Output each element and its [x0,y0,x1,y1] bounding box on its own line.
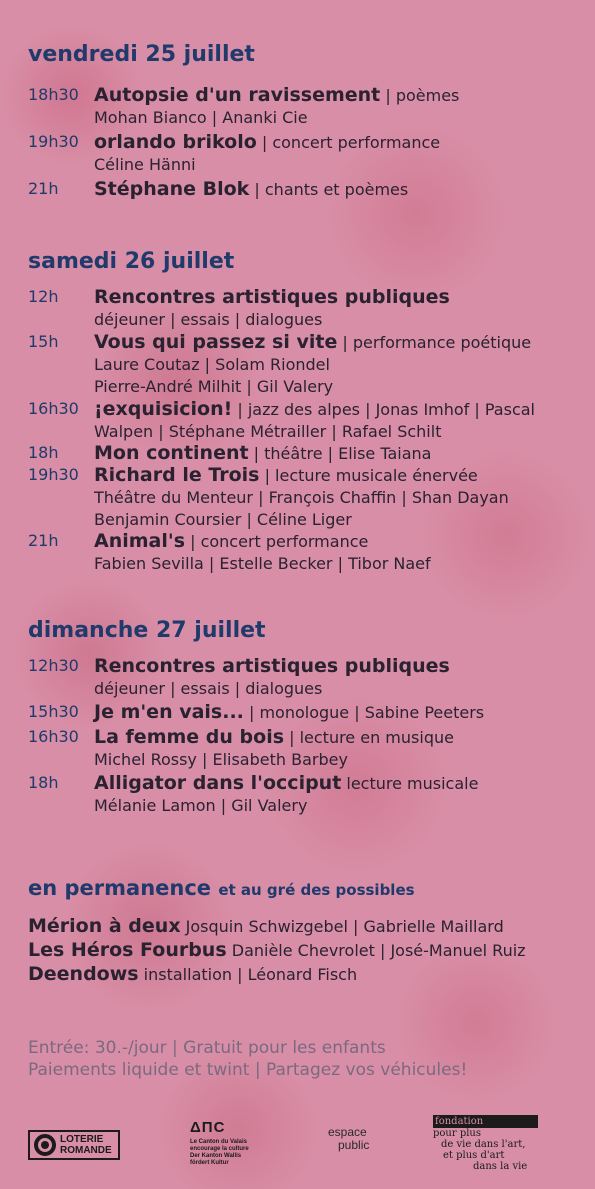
permanence-item-detail: installation | Léonard Fisch [138,965,358,984]
event-time: 18h [28,773,59,792]
event-time: 21h [28,179,59,198]
espace-line-2: public [338,1138,370,1152]
event-time: 16h30 [28,399,79,418]
event-title: Richard le Trois [94,464,260,486]
event-credits: déjeuner | essais | dialogues [94,679,323,698]
event-title: Rencontres artistiques publiques [94,655,450,677]
permanence-subtitle: et au gré des possibles [218,881,415,899]
loterie-romande-logo [28,1130,120,1160]
day-heading-sunday: dimanche 27 juillet [28,618,266,643]
day-heading-saturday: samedi 26 juillet [28,249,235,274]
event-time: 19h30 [28,132,79,151]
event-title: Animal's [94,530,186,552]
permanence-item-name: Deendows [28,963,139,985]
event-time: 18h [28,443,59,462]
event-detail: lecture musicale [341,774,479,793]
permanence-item-detail: Danièle Chevrolet | José-Manuel Ruiz [226,941,526,960]
event-time: 12h30 [28,656,79,675]
valais-mark-icon: ΔΠC [190,1119,226,1136]
event-title: Vous qui passez si vite [94,331,338,353]
loterie-circle-icon [34,1134,56,1156]
permanence-item-name: Mérion à deux [28,915,181,937]
event-time: 15h30 [28,702,79,721]
event-credits: Michel Rossy | Elisabeth Barbey [94,750,348,769]
event-detail: | poèmes [380,86,460,105]
event-credits: Mohan Bianco | Ananki Cie [94,108,308,127]
permanence-title: en permanence [28,876,212,900]
event-credits: Walpen | Stéphane Métrailler | Rafael Schilt [94,422,442,441]
event-credits: Benjamin Coursier | Céline Liger [94,510,352,529]
valais-line-3: Der Kanton Wallis [190,1153,242,1159]
valais-line-2: encourage la culture [190,1146,249,1152]
event-detail: | monologue | Sabine Peeters [243,703,485,722]
espace-line-1: espace [328,1125,367,1139]
fondation-line-5: dans la vie [473,1161,528,1172]
valais-logo [190,1120,280,1167]
permanence-item-detail: Josquin Schwizgebel | Gabrielle Maillard [180,917,504,936]
event-time: 19h30 [28,465,79,484]
espace-public-logo [328,1126,369,1152]
valais-line-4: fördert Kultur [190,1160,229,1166]
event-detail: | lecture musicale énervée [259,466,478,485]
event-detail: | théâtre | Elise Taiana [248,444,432,463]
loterie-line-1: LOTERIE [60,1134,104,1145]
fondation-line-2: pour plus [433,1128,481,1139]
event-credits: Théâtre du Menteur | François Chaffin | Shan Dayan [94,488,509,507]
event-detail: | lecture en musique [284,728,454,747]
event-credits: Pierre-André Milhit | Gil Valery [94,377,334,396]
permanence-item-0 [28,915,504,937]
event-credits: Laure Coutaz | Solam Riondel [94,355,330,374]
event-credits: Fabien Sevilla | Estelle Becker | Tibor Naef [94,554,431,573]
event-title: Mon continent [94,442,249,464]
permanence-heading [28,876,415,900]
day-heading-friday: vendredi 25 juillet [28,42,255,67]
event-credits: déjeuner | essais | dialogues [94,310,323,329]
event-title: La femme du bois [94,726,285,748]
event-time: 16h30 [28,727,79,746]
event-detail: | concert performance [256,133,441,152]
fondation-logo [433,1115,553,1172]
info-entry: Entrée: 30.-/jour | Gratuit pour les enfants [28,1038,386,1058]
fondation-line-3: de vie dans l'art, [441,1139,526,1150]
permanence-item-name: Les Héros Fourbus [28,939,227,961]
loterie-line-2: ROMANDE [60,1145,112,1156]
event-title: Rencontres artistiques publiques [94,286,450,308]
event-detail: | performance poétique [337,333,532,352]
event-title: Autopsie d'un ravissement [94,84,381,106]
event-title: orlando brikolo [94,131,257,153]
info-payment: Paiements liquide et twint | Partagez vos véhicules! [28,1060,468,1080]
event-time: 21h [28,531,59,550]
event-title: Je m'en vais... [94,701,244,723]
event-detail: | concert performance [185,532,369,551]
fondation-label: fondation [433,1115,538,1128]
event-credits: Mélanie Lamon | Gil Valery [94,796,308,815]
event-title: Alligator dans l'occiput [94,772,342,794]
event-time: 18h30 [28,85,79,104]
sponsor-logos [0,1112,595,1172]
event-detail: | jazz des alpes | Jonas Imhof | Pascal [232,400,535,419]
event-title: Stéphane Blok [94,178,250,200]
event-title: ¡exquisicion! [94,398,233,420]
event-credits: Céline Hänni [94,155,196,174]
permanence-item-2 [28,963,357,985]
event-time: 12h [28,287,59,306]
event-detail: | chants et poèmes [249,180,409,199]
valais-line-1: Le Canton du Valais [190,1139,248,1145]
permanence-item-1 [28,939,526,961]
fondation-line-4: et plus d'art [443,1150,505,1161]
event-time: 15h [28,332,59,351]
